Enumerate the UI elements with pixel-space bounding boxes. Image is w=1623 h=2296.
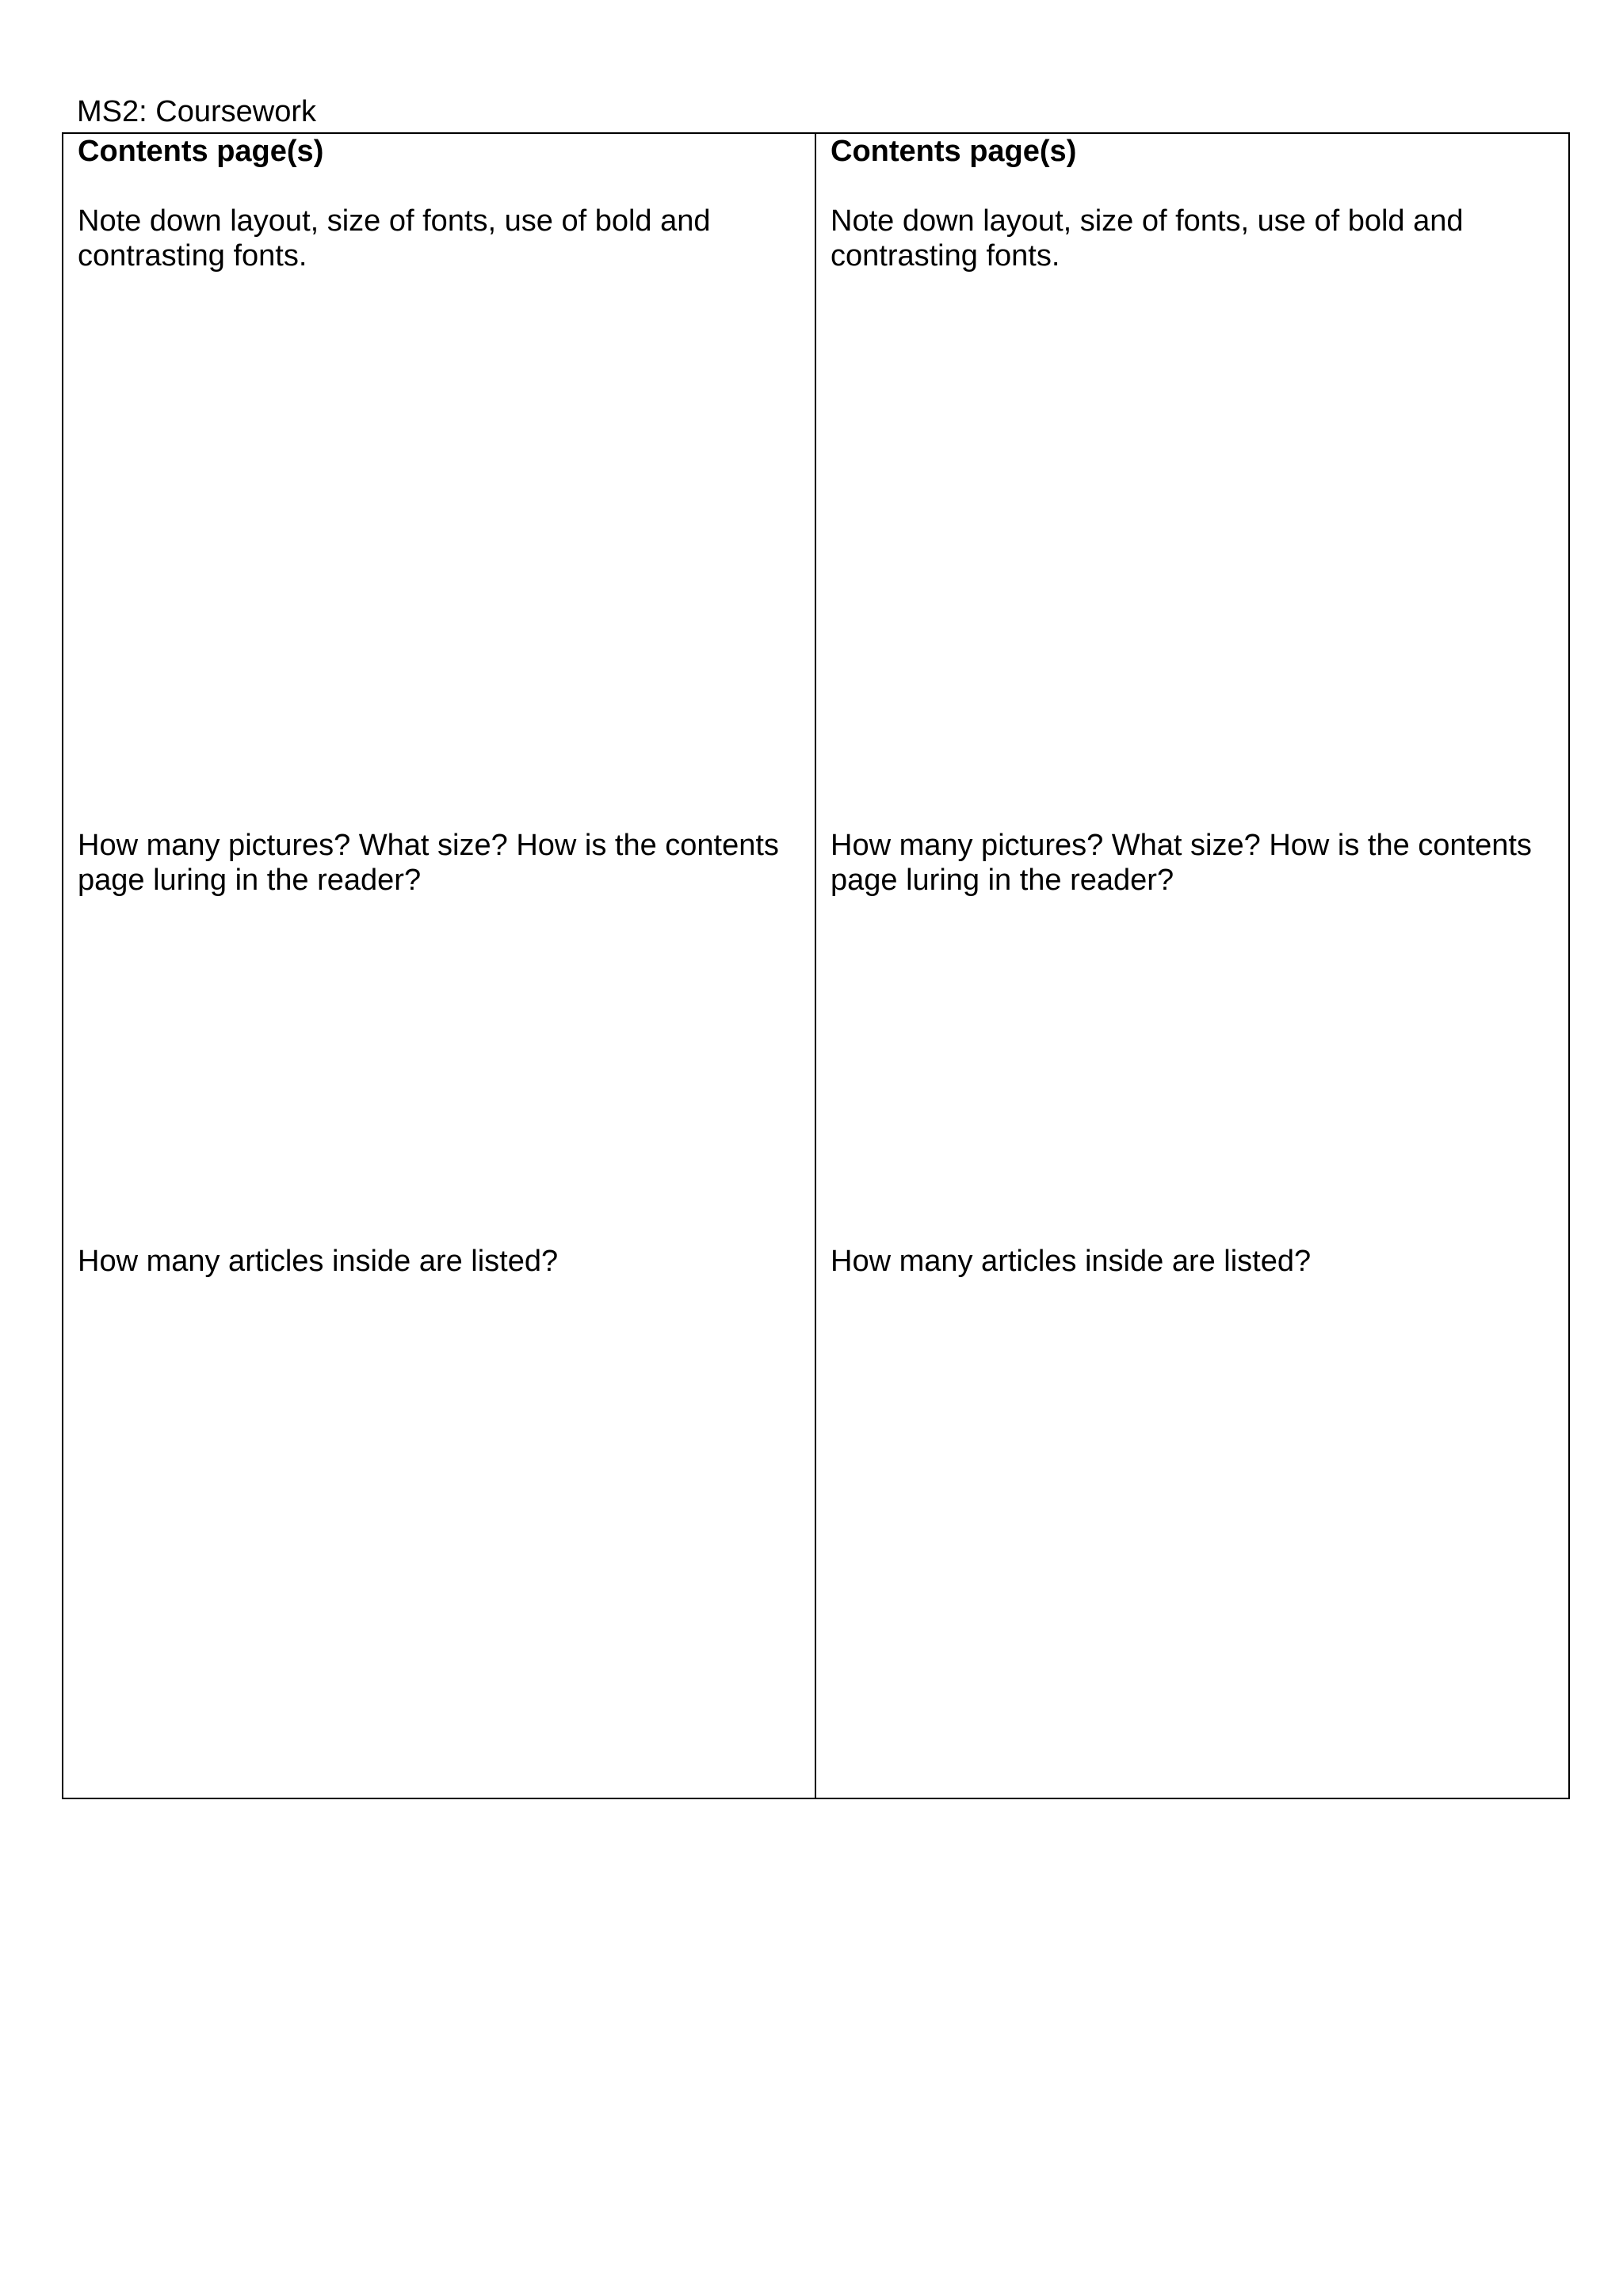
- prompt-articles: How many articles inside are listed?: [831, 1245, 1312, 1278]
- prompt-articles: How many articles inside are listed?: [78, 1245, 559, 1278]
- table-column-left: [63, 134, 816, 1798]
- prompt-layout-fonts: Note down layout, size of fonts, use of bold and contrasting fonts.: [78, 204, 711, 273]
- column-heading: Contents page(s): [831, 135, 1077, 168]
- column-heading: Contents page(s): [78, 135, 324, 168]
- prompt-layout-fonts: Note down layout, size of fonts, use of bold and contrasting fonts.: [831, 204, 1464, 273]
- worksheet-table: [62, 132, 1570, 1799]
- prompt-pictures: How many pictures? What size? How is the contents page luring in the reader?: [78, 829, 779, 897]
- document-title: MS2: Coursework: [77, 95, 316, 128]
- prompt-pictures: How many pictures? What size? How is the contents page luring in the reader?: [831, 829, 1532, 897]
- table-column-right: [816, 134, 1570, 1798]
